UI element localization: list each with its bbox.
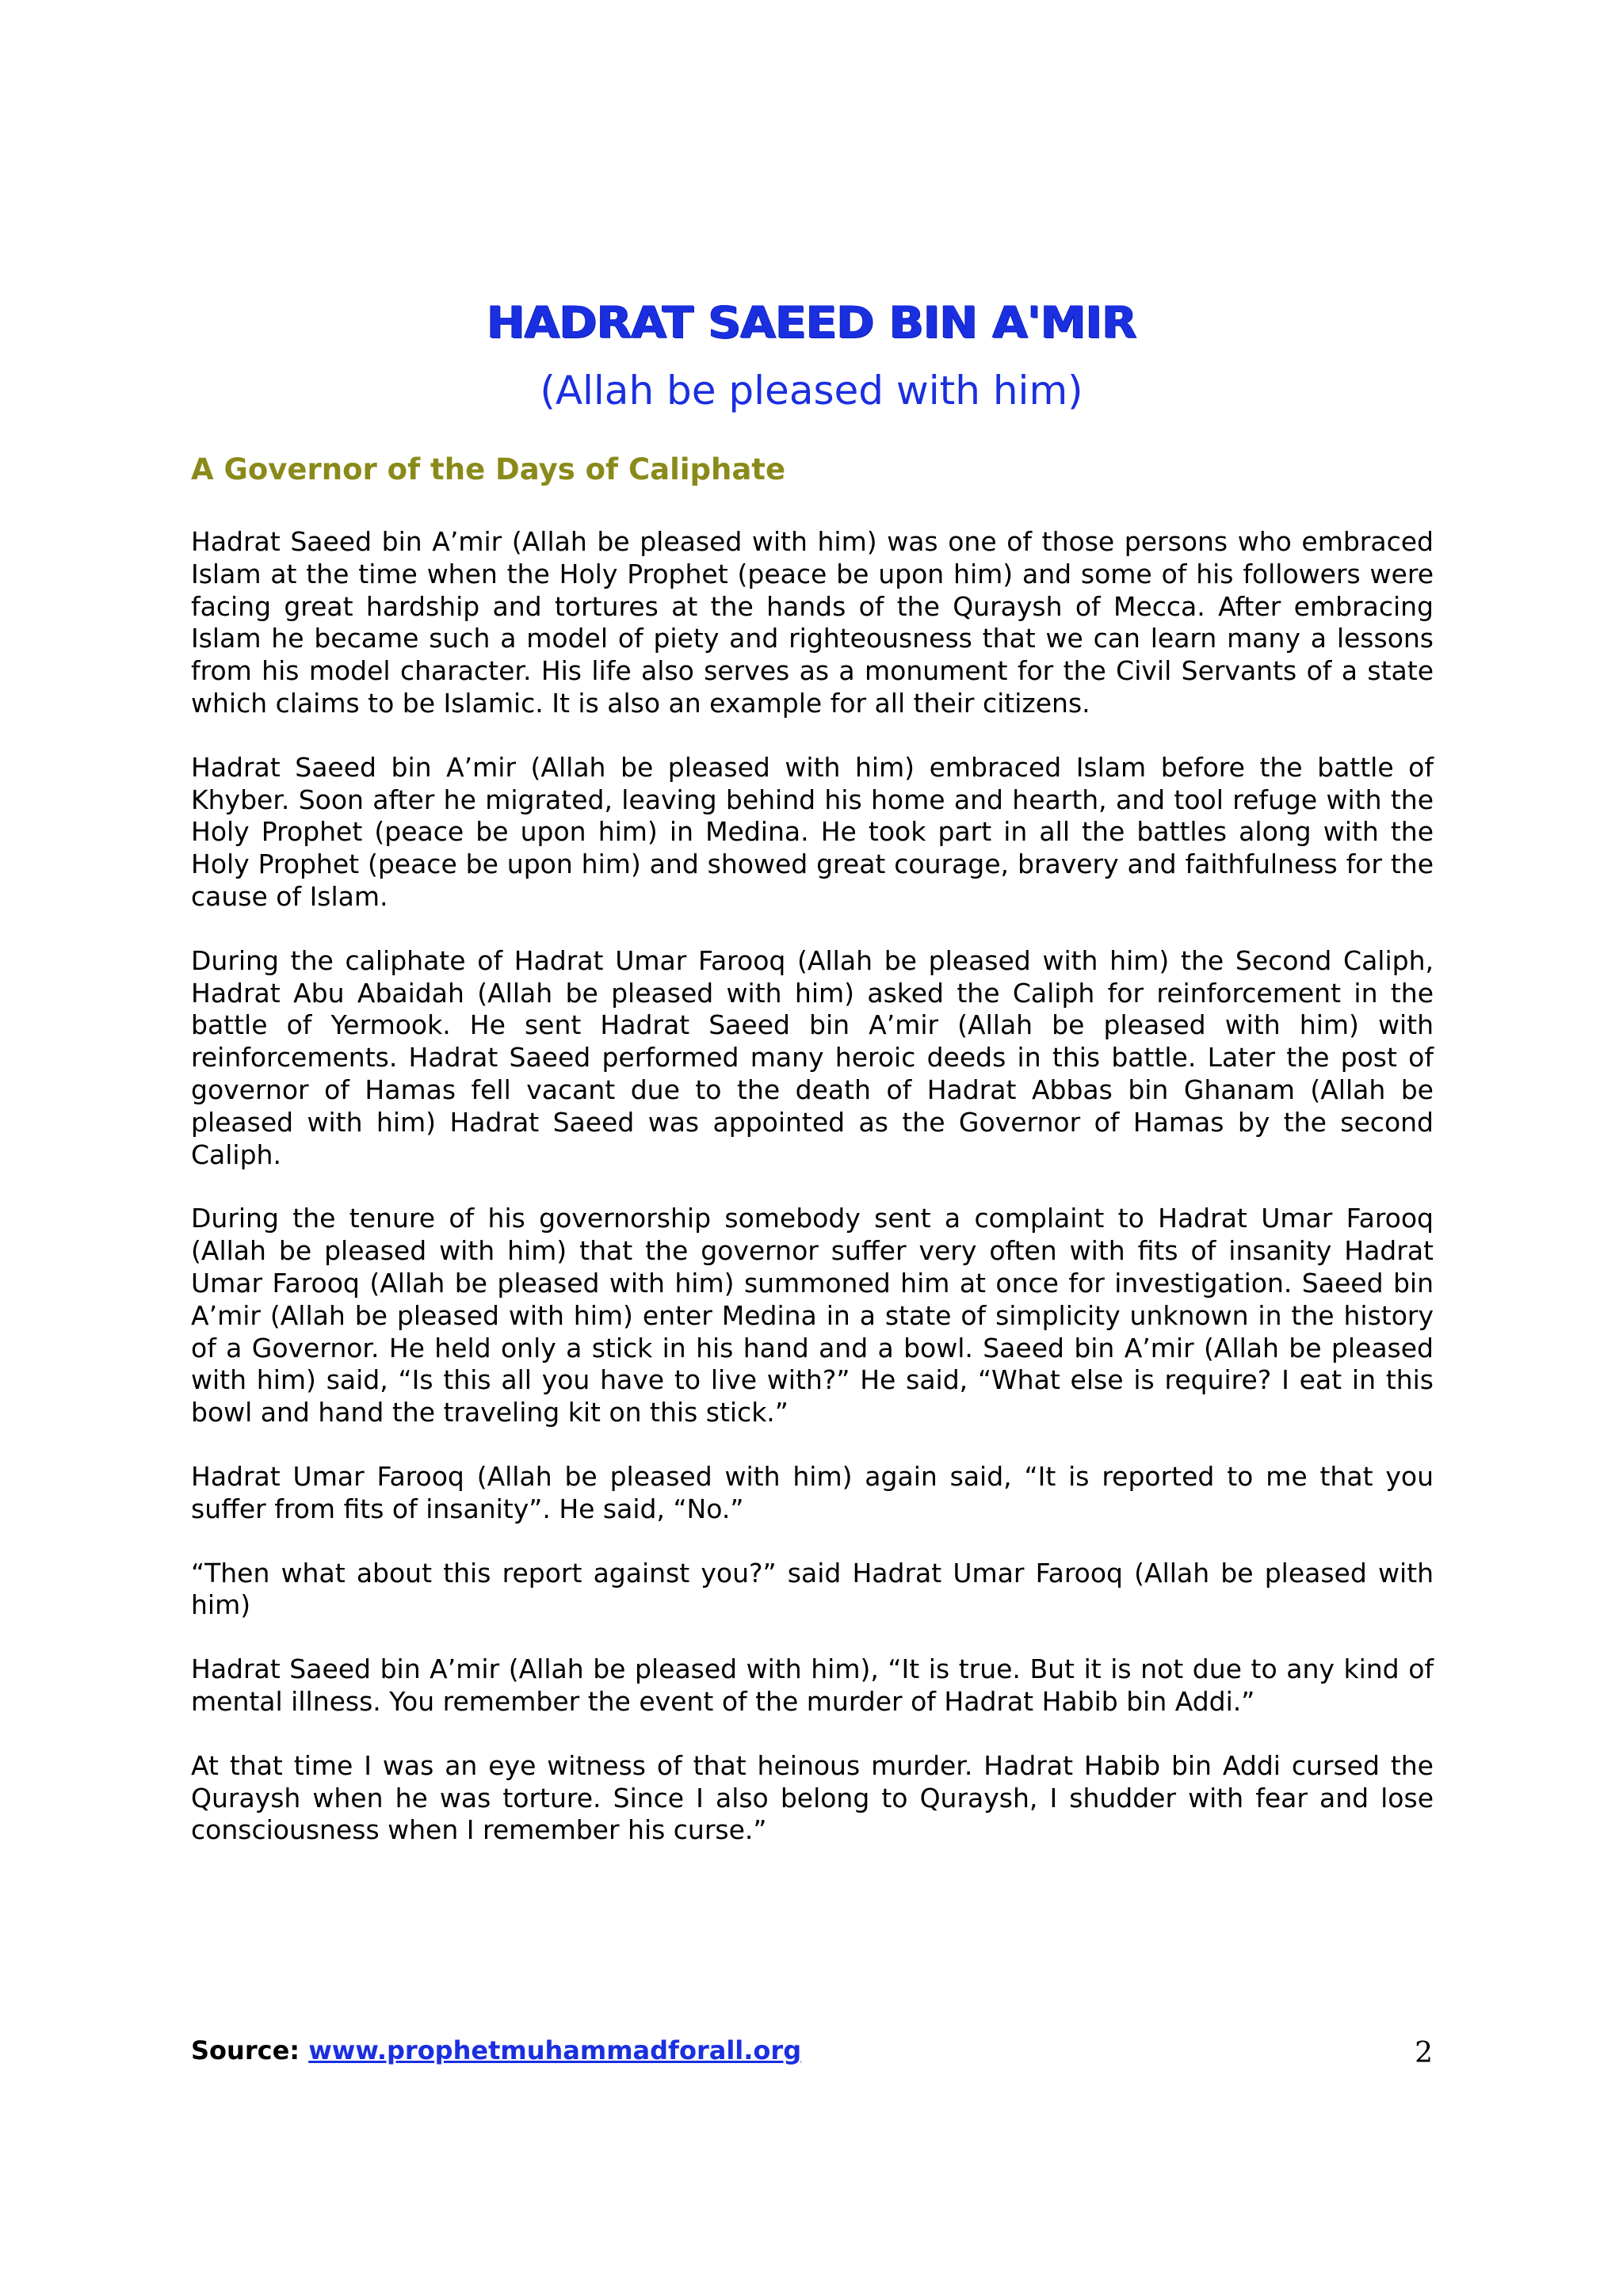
paragraph: Hadrat Saeed bin A’mir (Allah be pleased with him), “It is true. But it is not due to any kind of mental illness. You remember the event of the murder of Hadrat Habib bin Addi.” (191, 1653, 1434, 1717)
paragraph: At that time I was an eye witness of that heinous murder. Hadrat Habib bin Addi cursed the Quraysh when he was torture. Since I also belong to Quraysh, I shudder with fear and lose consciousness when I remember his curse.” (191, 1749, 1434, 1846)
source-footer (191, 2035, 801, 2066)
paragraph: “Then what about this report against you?” said Hadrat Umar Farooq (Allah be pleased with him) (191, 1557, 1434, 1621)
document-title: HADRAT SAEED BIN A'MIR (487, 296, 1136, 349)
body-text (191, 526, 1434, 1878)
paragraph: Hadrat Saeed bin A’mir (Allah be pleased with him) was one of those persons who embraced Islam at the time when the Holy Prophet (peace be upon him) and some of his followers were facing great hardship and tortures at the hands of the Quraysh of Mecca. After embracing Islam he became such a model of piety and righteousness that we can learn many a lessons from his model character. His life also serves as a monument for the Civil Servants of a state which claims to be Islamic. It is also an example for all their citizens. (191, 526, 1434, 719)
section-heading: A Governor of the Days of Caliphate (191, 452, 786, 486)
paragraph: During the caliphate of Hadrat Umar Farooq (Allah be pleased with him) the Second Caliph, Hadrat Abu Abaidah (Allah be pleased with him) asked the Caliph for reinforcement in the battle of Yermook. He sent Hadrat Saeed bin A’mir (Allah be pleased with him) with reinforcements. Hadrat Saeed performed many heroic deeds in this battle. Later the post of governor of Hamas fell vacant due to the death of Hadrat Abbas bin Ghanam (Allah be pleased with him) Hadrat Saeed was appointed as the Governor of Hamas by the second Caliph. (191, 944, 1434, 1170)
paragraph: Hadrat Umar Farooq (Allah be pleased with him) again said, “It is reported to me that you suffer from fits of insanity”. He said, “No.” (191, 1460, 1434, 1524)
page-number: 2 (1415, 2037, 1433, 2069)
document-subtitle: (Allah be pleased with him) (540, 368, 1083, 414)
source-link[interactable]: www.prophetmuhammadforall.org (308, 2035, 802, 2065)
paragraph: Hadrat Saeed bin A’mir (Allah be pleased with him) embraced Islam before the battle of Khyber. Soon after he migrated, leaving behind his home and hearth, and tool refuge with the Holy Prophet (peace be upon him) in Medina. He took part in all the battles along with the Holy Prophet (peace be upon him) and showed great courage, bravery and faithfulness for the cause of Islam. (191, 751, 1434, 912)
source-label: Source: (191, 2035, 309, 2065)
paragraph: During the tenure of his governorship somebody sent a complaint to Hadrat Umar Farooq (Allah be pleased with him) that the governor suffer very often with fits of insanity Hadrat Umar Farooq (Allah be pleased with him) summoned him at once for investigation. Saeed bin A’mir (Allah be pleased with him) enter Medina in a state of simplicity unknown in the history of a Governor. He held only a stick in his hand and a bowl. Saeed bin A’mir (Allah be pleased with him) said, “Is this all you have to live with?” He said, “What else is require? I eat in this bowl and hand the traveling kit on this stick.” (191, 1203, 1434, 1428)
